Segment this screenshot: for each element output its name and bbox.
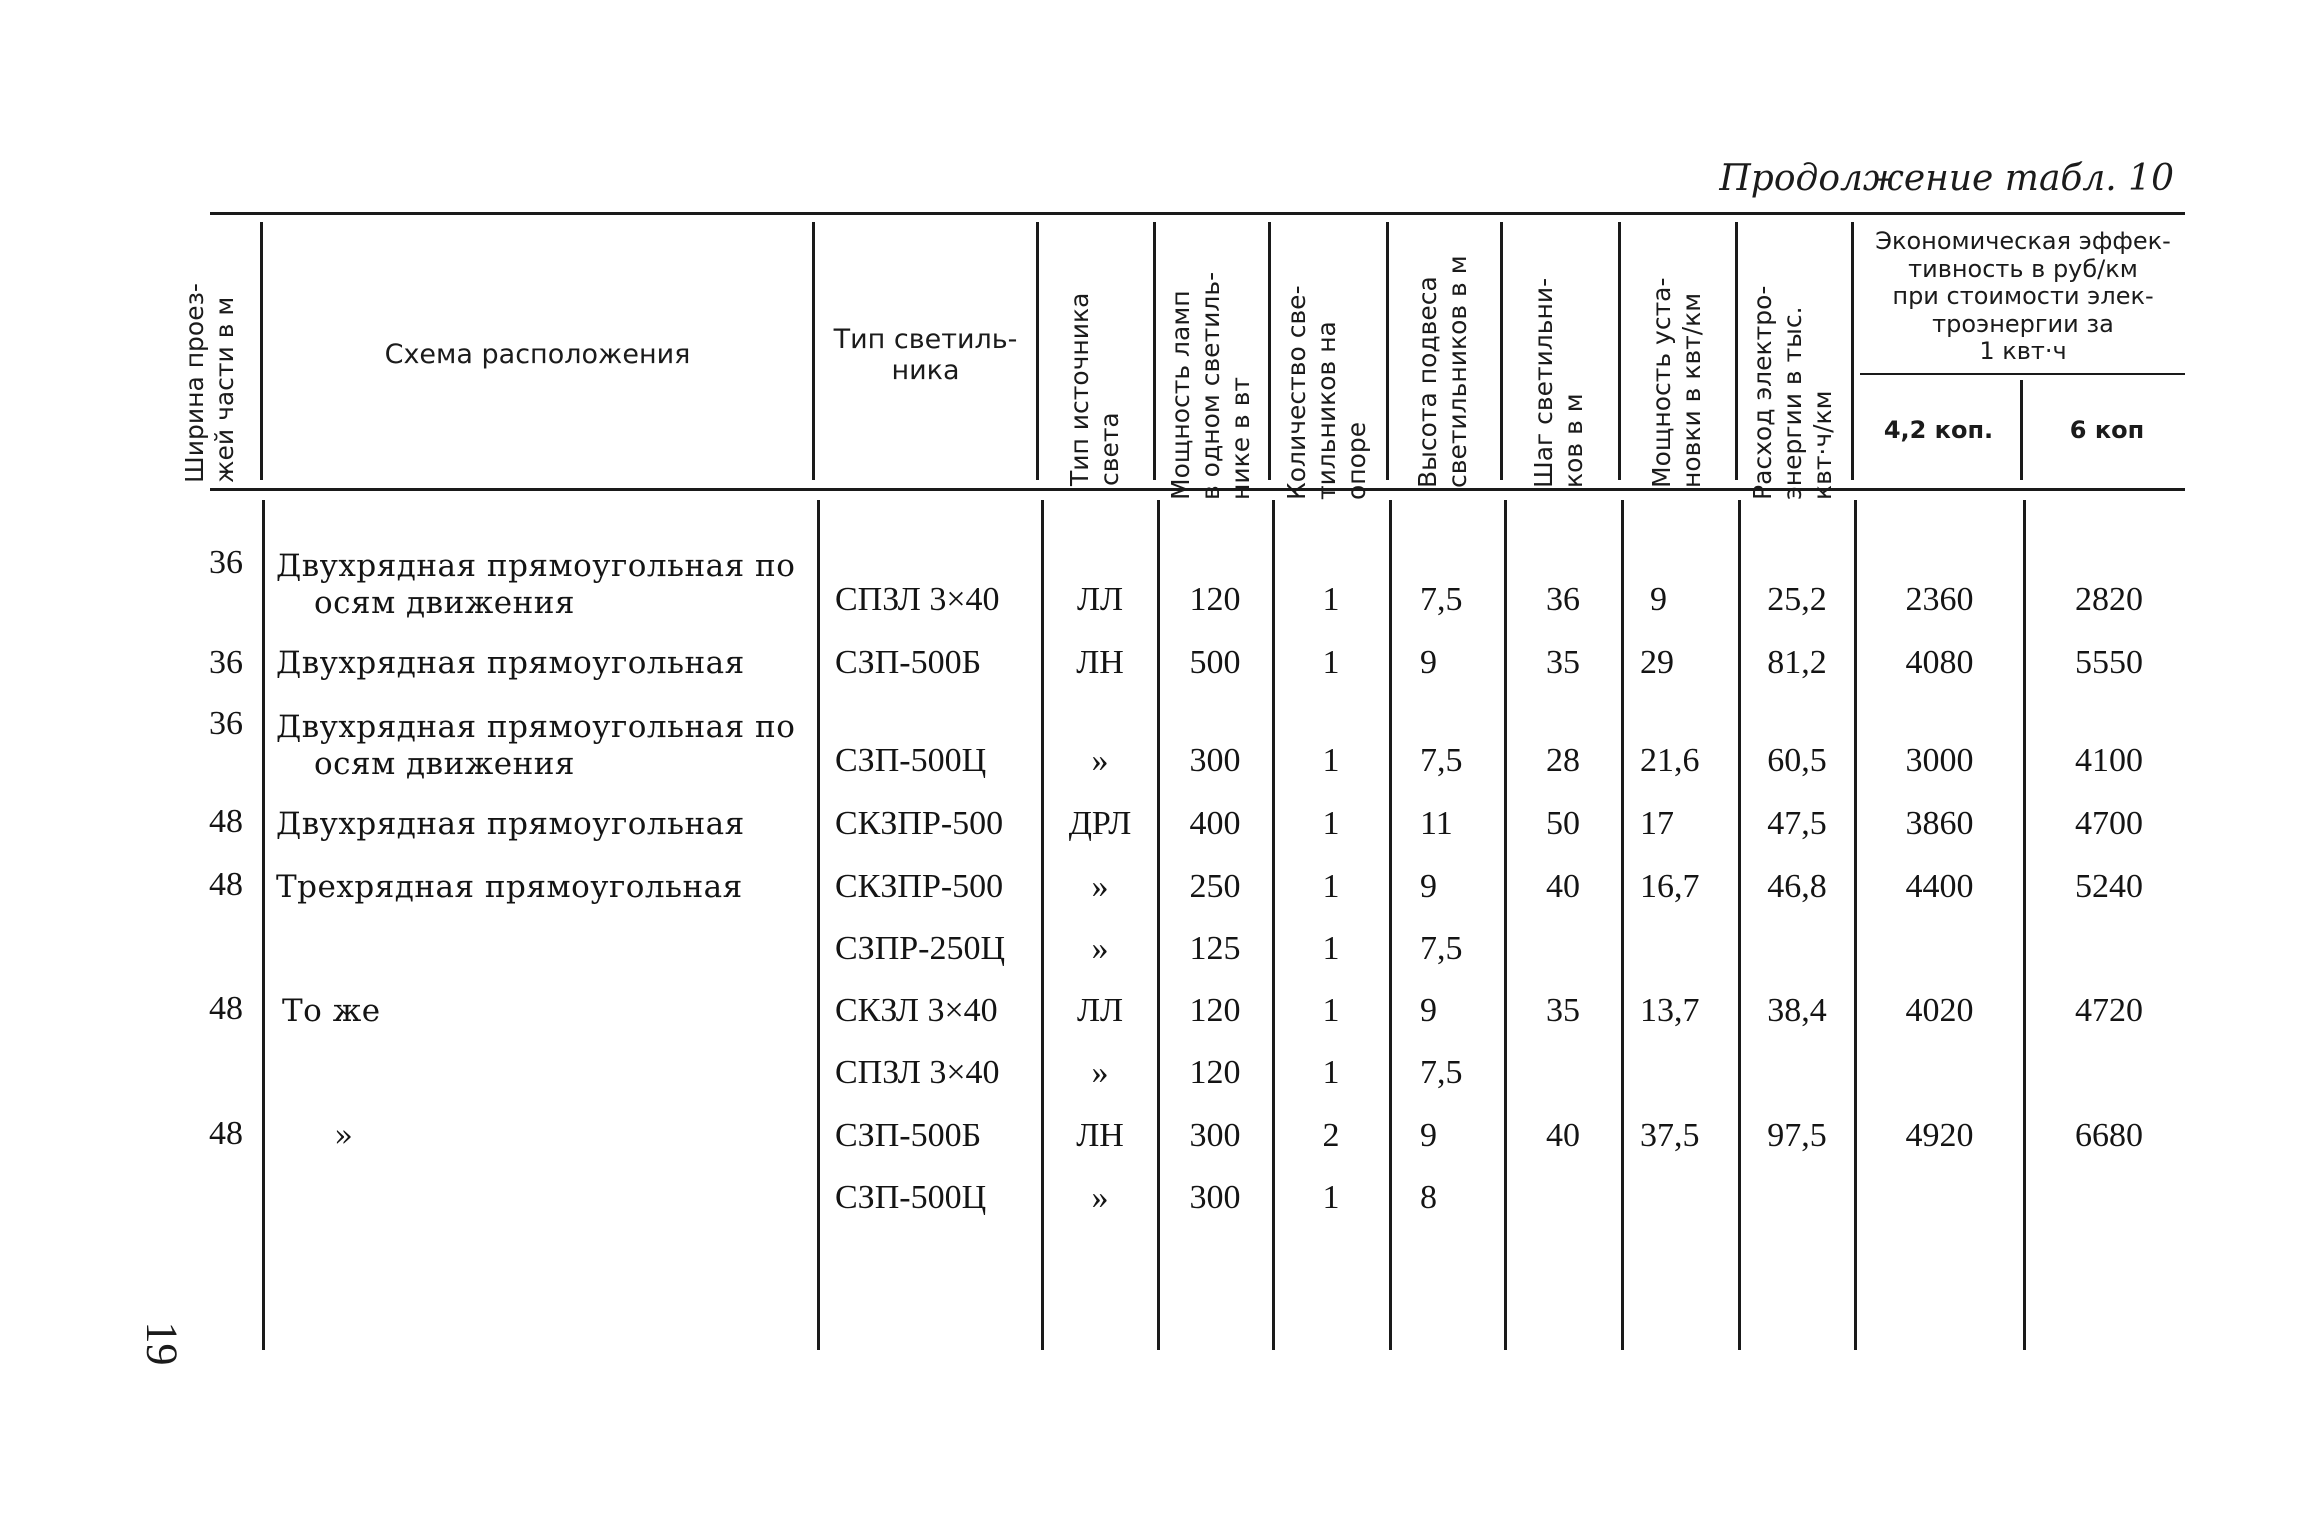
- row5-consumption: 46,8: [1767, 868, 1827, 905]
- row4-install: 17: [1640, 805, 1674, 842]
- row5-power: 250: [1189, 868, 1241, 905]
- header-spacing: Шаг светильни- ков в м: [1529, 277, 1588, 488]
- body-divider-10: [1854, 500, 1857, 1350]
- row2-install: 29: [1640, 644, 1674, 681]
- row1-econ-4-2: 2360: [1905, 581, 1974, 618]
- header-economic-efficiency: Экономическая эффек- тивность в руб/км при стоимости элек- троэнергии за 1 квт·ч: [1875, 227, 2171, 366]
- row1-consumption: 25,2: [1767, 581, 1827, 618]
- row4-source: ДРЛ: [1068, 805, 1132, 842]
- row7-power: 120: [1189, 992, 1241, 1029]
- row9-power: 300: [1189, 1117, 1241, 1154]
- body-divider-3: [1041, 500, 1044, 1350]
- row2-count: 1: [1322, 644, 1340, 681]
- row1-source: ЛЛ: [1076, 581, 1124, 618]
- header-divider-6: [1386, 222, 1389, 480]
- body-divider-7: [1504, 500, 1507, 1350]
- row2-scheme: Двухрядная прямоугольная: [276, 645, 745, 681]
- row4-lamp: СКЗПР-500: [835, 805, 1004, 842]
- header-energy-consumption: Расход электро- энергии в тыс. квт·ч/км: [1748, 285, 1837, 500]
- row1-lamp: СПЗЛ 3×40: [835, 581, 1000, 618]
- row5-install: 16,7: [1640, 868, 1700, 905]
- row7-source: ЛЛ: [1076, 992, 1124, 1029]
- header-divider-4: [1153, 222, 1156, 480]
- row7-consumption: 38,4: [1767, 992, 1827, 1029]
- row1-scheme-line2: осям движения: [314, 584, 575, 621]
- header-divider-3: [1036, 222, 1039, 480]
- row5-scheme: Трехрядная прямоугольная: [276, 869, 743, 905]
- header-price-4-2: 4,2 коп.: [1883, 416, 1994, 445]
- row3-width: 36: [209, 705, 243, 742]
- row1-scheme-line1: Двухрядная прямоугольная по: [276, 548, 796, 584]
- header-price-6: 6 коп: [2069, 416, 2145, 445]
- row6-count: 1: [1322, 930, 1340, 967]
- header-lamp-power: Мощность ламп в одном светиль- нике в вт: [1166, 271, 1255, 500]
- body-divider-11: [2023, 500, 2026, 1350]
- body-divider-8: [1621, 500, 1624, 1350]
- header-fixture-count: Количество све- тильников на опоре: [1282, 285, 1371, 500]
- row7-width: 48: [209, 990, 243, 1027]
- row7-step: 35: [1546, 992, 1580, 1029]
- row5-count: 1: [1322, 868, 1340, 905]
- row1-econ-6: 2820: [2075, 581, 2143, 618]
- row9-econ-4-2: 4920: [1905, 1117, 1974, 1154]
- row9-econ-6: 6680: [2075, 1117, 2143, 1154]
- row5-step: 40: [1546, 868, 1580, 905]
- row1-scheme: [276, 548, 806, 621]
- row9-width: 48: [209, 1115, 243, 1152]
- row10-lamp: СЗП-500Ц: [835, 1179, 987, 1216]
- row3-count: 1: [1322, 742, 1340, 779]
- row9-height: 9: [1420, 1117, 1437, 1154]
- row5-econ-4-2: 4400: [1905, 868, 1974, 905]
- page-number: 19: [137, 1321, 187, 1366]
- row2-power: 500: [1189, 644, 1241, 681]
- row4-count: 1: [1322, 805, 1340, 842]
- row1-height: 7,5: [1420, 581, 1463, 618]
- row9-count: 2: [1322, 1117, 1340, 1154]
- row2-econ-6: 5550: [2075, 644, 2143, 681]
- header-divider-7: [1500, 222, 1503, 480]
- row8-source: »: [1091, 1054, 1109, 1091]
- row8-lamp: СПЗЛ 3×40: [835, 1054, 1000, 1091]
- row7-count: 1: [1322, 992, 1340, 1029]
- row9-lamp: СЗП-500Б: [835, 1117, 982, 1154]
- header-mount-height: Высота подвеса светильников в м: [1413, 255, 1472, 488]
- body-divider-4: [1157, 500, 1160, 1350]
- row10-height: 8: [1420, 1179, 1437, 1216]
- row4-height: 11: [1420, 805, 1453, 842]
- header-light-source: Тип источника света: [1065, 292, 1124, 486]
- row1-install: 9: [1650, 581, 1667, 618]
- row1-count: 1: [1322, 581, 1340, 618]
- row10-power: 300: [1189, 1179, 1241, 1216]
- body-divider-1: [262, 500, 265, 1350]
- row5-source: »: [1091, 868, 1109, 905]
- row7-install: 13,7: [1640, 992, 1700, 1029]
- row3-install: 21,6: [1640, 742, 1700, 779]
- row5-height: 9: [1420, 868, 1437, 905]
- row3-scheme: [276, 709, 806, 782]
- header-scheme: Схема расположения: [384, 339, 691, 371]
- row4-consumption: 47,5: [1767, 805, 1827, 842]
- row2-econ-4-2: 4080: [1905, 644, 1974, 681]
- row4-econ-4-2: 3860: [1905, 805, 1974, 842]
- table-top-rule: [210, 212, 2185, 215]
- row1-width: 36: [209, 544, 243, 581]
- row6-height: 7,5: [1420, 930, 1463, 967]
- row7-height: 9: [1420, 992, 1437, 1029]
- row5-econ-6: 5240: [2075, 868, 2143, 905]
- row7-econ-6: 4720: [2075, 992, 2143, 1029]
- economic-subheader-rule: [1860, 373, 2185, 375]
- row4-econ-6: 4700: [2075, 805, 2143, 842]
- row2-lamp: СЗП-500Б: [835, 644, 982, 681]
- row4-scheme: Двухрядная прямоугольная: [276, 806, 745, 842]
- row8-height: 7,5: [1420, 1054, 1463, 1091]
- row3-lamp: СЗП-500Ц: [835, 742, 987, 779]
- row6-source: »: [1091, 930, 1109, 967]
- row3-scheme-line1: Двухрядная прямоугольная по: [276, 709, 796, 745]
- header-lamp-type: Тип светиль- ника: [833, 323, 1018, 386]
- row10-count: 1: [1322, 1179, 1340, 1216]
- row3-scheme-line2: осям движения: [314, 745, 575, 782]
- header-road-width: Ширина проез- жей части в м: [180, 283, 239, 483]
- header-divider-10: [1851, 222, 1854, 480]
- row5-width: 48: [209, 866, 243, 903]
- row3-step: 28: [1546, 742, 1580, 779]
- row6-lamp: СЗПР-250Ц: [835, 930, 1006, 967]
- row2-consumption: 81,2: [1767, 644, 1827, 681]
- row2-source: ЛН: [1076, 644, 1124, 681]
- row4-width: 48: [209, 803, 243, 840]
- row3-height: 7,5: [1420, 742, 1463, 779]
- header-divider-8: [1618, 222, 1621, 480]
- row6-power: 125: [1189, 930, 1241, 967]
- row9-source: ЛН: [1076, 1117, 1124, 1154]
- row9-scheme: »: [334, 1118, 354, 1154]
- row9-install: 37,5: [1640, 1117, 1700, 1154]
- row3-source: »: [1091, 742, 1109, 779]
- row7-econ-4-2: 4020: [1905, 992, 1974, 1029]
- row2-width: 36: [209, 644, 243, 681]
- row5-lamp: СКЗПР-500: [835, 868, 1004, 905]
- row8-power: 120: [1189, 1054, 1241, 1091]
- row7-scheme: То же: [282, 993, 381, 1029]
- body-divider-6: [1389, 500, 1392, 1350]
- body-divider-9: [1738, 500, 1741, 1350]
- row2-step: 35: [1546, 644, 1580, 681]
- row8-count: 1: [1322, 1054, 1340, 1091]
- row4-power: 400: [1189, 805, 1241, 842]
- row3-econ-4-2: 3000: [1905, 742, 1974, 779]
- row3-consumption: 60,5: [1767, 742, 1827, 779]
- continuation-caption: Продолжение табл. 10: [1719, 158, 2174, 199]
- body-divider-2: [817, 500, 820, 1350]
- row4-step: 50: [1546, 805, 1580, 842]
- row2-height: 9: [1420, 644, 1437, 681]
- header-divider-5: [1268, 222, 1271, 480]
- row7-lamp: СКЗЛ 3×40: [835, 992, 998, 1029]
- header-installed-power: Мощность уста- новки в квт/км: [1647, 277, 1706, 488]
- row9-step: 40: [1546, 1117, 1580, 1154]
- body-divider-5: [1272, 500, 1275, 1350]
- row10-source: »: [1091, 1179, 1109, 1216]
- row3-econ-6: 4100: [2075, 742, 2143, 779]
- row9-consumption: 97,5: [1767, 1117, 1827, 1154]
- row3-power: 300: [1189, 742, 1241, 779]
- row1-power: 120: [1189, 581, 1241, 618]
- row1-step: 36: [1546, 581, 1580, 618]
- header-divider-9: [1735, 222, 1738, 480]
